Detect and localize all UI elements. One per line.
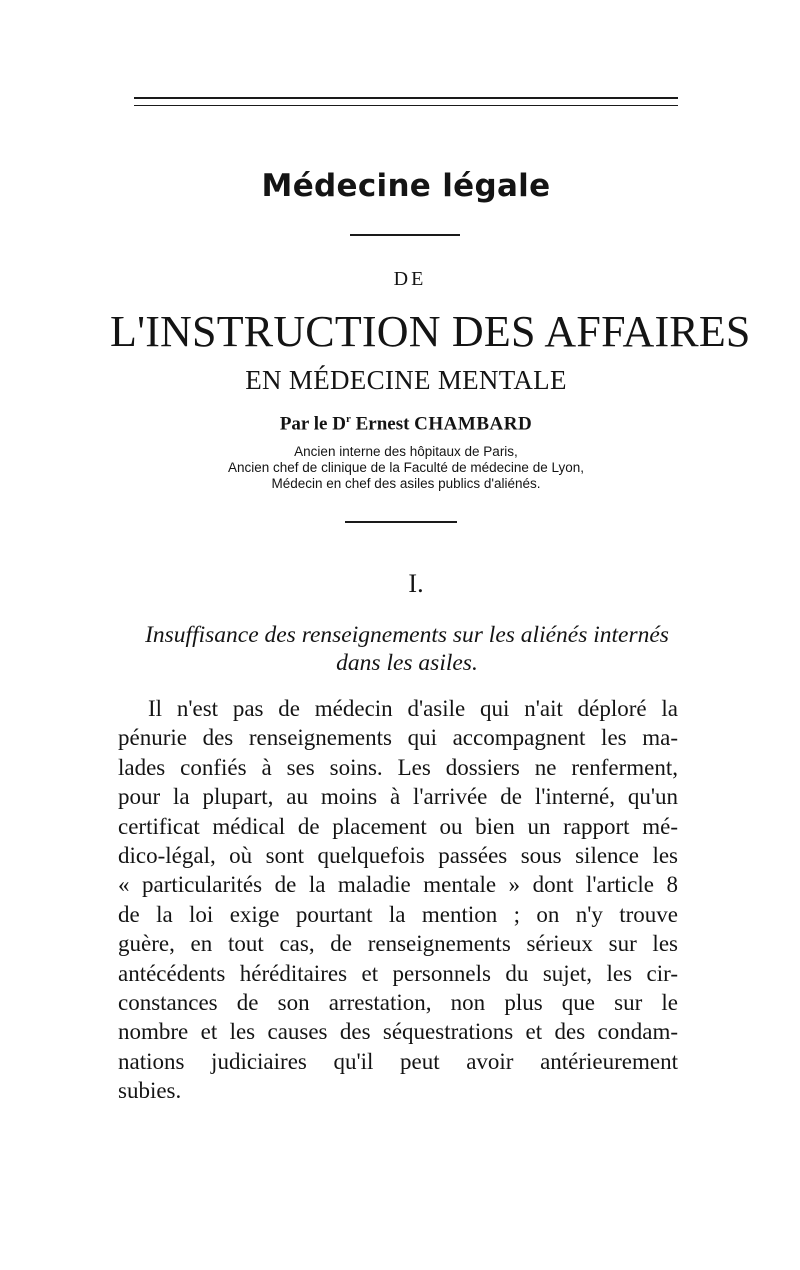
body-line: nations judiciaires qu'il peut avoir antérieurement bbox=[118, 1048, 678, 1074]
section-separator-rule bbox=[345, 521, 457, 523]
body-line: pénurie des renseignements qui accompagnent les ma- bbox=[118, 725, 678, 751]
title-separator-rule bbox=[350, 234, 460, 236]
body-line: lades confiés à ses soins. Les dossiers ne renferment, bbox=[118, 754, 678, 780]
body-line: antécédents héréditaires et personnels du sujet, les cir- bbox=[118, 960, 678, 986]
author-prefix: Par le D bbox=[279, 413, 346, 435]
article-subtitle: EN MÉDECINE MENTALE bbox=[245, 365, 567, 395]
author-credentials bbox=[134, 444, 678, 492]
author-surname: CHAMBARD bbox=[414, 413, 533, 435]
body-line: pour la plupart, au moins à l'arrivée de l'interné, qu'un bbox=[118, 784, 678, 810]
body-line: dico-légal, où sont quelquefois passées sous silence les bbox=[118, 843, 678, 869]
title-preposition: DE bbox=[393, 268, 427, 290]
header-double-rule bbox=[134, 97, 678, 106]
body-line: certificat médical de placement ou bien un rapport mé- bbox=[118, 813, 678, 839]
body-line: subies. bbox=[118, 1078, 182, 1104]
author-line bbox=[134, 413, 678, 435]
body-line: guère, en tout cas, de renseignements sérieux sur les bbox=[118, 931, 678, 957]
chapter-heading bbox=[118, 621, 696, 677]
body-paragraph bbox=[118, 694, 678, 1106]
article-title: L'INSTRUCTION DES AFFAIRES bbox=[110, 307, 751, 356]
chapter-heading-line: dans les asiles. bbox=[336, 650, 478, 676]
body-line: Il n'est pas de médecin d'asile qui n'ait déploré la bbox=[148, 696, 678, 721]
body-line: constances de son arrestation, non plus que sur le bbox=[118, 990, 678, 1016]
chapter-number: I. bbox=[408, 569, 424, 598]
chapter-heading-line: Insuffisance des renseignements sur les aliénés internés bbox=[145, 622, 669, 648]
author-first-name: Ernest bbox=[350, 413, 415, 435]
section-title: Médecine légale bbox=[261, 168, 551, 204]
credential-line: Ancien chef de clinique de la Faculté de médecine de Lyon, bbox=[228, 460, 584, 475]
body-line: de la loi exige pourtant la mention ; on n'y trouve bbox=[118, 901, 678, 927]
body-line: « particularités de la maladie mentale » dont l'article 8 bbox=[118, 872, 678, 898]
body-line: nombre et les causes des séquestrations et des condam- bbox=[118, 1019, 678, 1045]
credential-line: Ancien interne des hôpitaux de Paris, bbox=[294, 444, 518, 459]
author-prefix-superscript: r bbox=[345, 413, 351, 425]
credential-line: Médecin en chef des asiles publics d'aliénés. bbox=[271, 476, 541, 491]
